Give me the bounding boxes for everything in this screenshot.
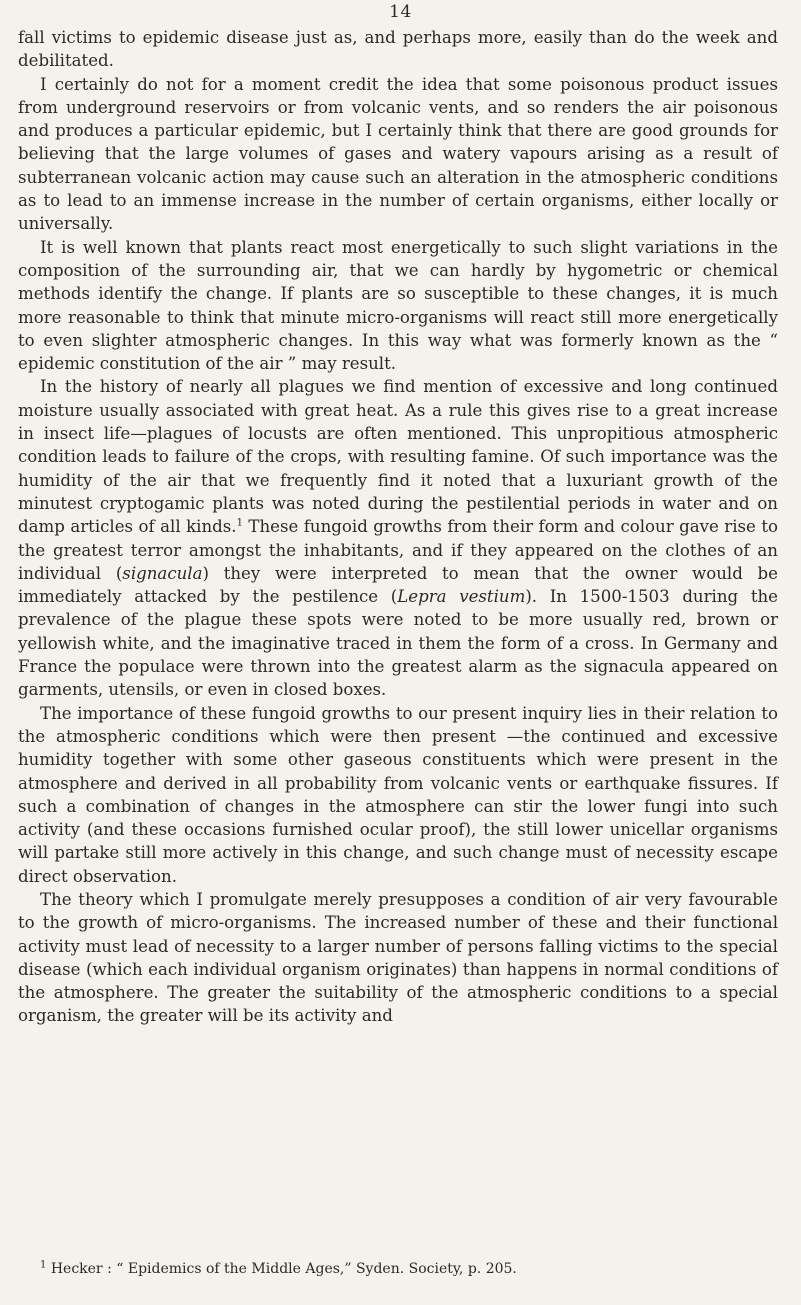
footnote-text: Hecker : “ Epidemics of the Middle Ages,” Syden. Society, p. 205. (46, 1261, 517, 1277)
paragraph-poisonous-product: I certainly do not for a moment credit the idea that some poisonous product issues from underground reservoirs or from volcanic vents, and so renders the air poisonous and produces a particular epidemic, but I certainly think that there are good grounds for believing that the large volumes of gases and watery vapours arising as a result of subterranean volcanic action may cause such an alteration in the atmospheric conditions as to lead to an immense increase in the number of certain organisms, either locally or universally. (18, 74, 778, 234)
body-text (18, 26, 778, 1028)
plague-text-2: These fungoid growths from their form and colour gave rise to the greatest terror amongst the inhabitants, and if they appeared on the clothes of an individual ( (18, 517, 778, 583)
plague-text-1: In the history of nearly all plagues we find mention of excessive and long continued moisture usually associated with great heat. As a rule this gives rise to a great increase in insect life—plagues of locusts are often mentioned. This unpropitious atmospheric condition leads to failure of the crops, with resulting famine. Of such importance was the humidity of the air that we frequently find it noted that a luxuriant growth of the minutest cryptogamic plants was noted during the pestilential periods in water and on damp articles of all kinds. (18, 377, 778, 537)
paragraph-history-of-plagues (18, 375, 778, 701)
paragraph-theory: The theory which I promulgate merely presupposes a condition of air very favourable to the growth of micro-organisms. The increased number of these and their functional activity must lead of necessity to a larger number of persons falling victims to the special disease (which each individual organism originates) than happens in normal conditions of the atmosphere. The greater the suitability of the atmospheric conditions to a special organism, the greater will be its activity and (18, 889, 778, 1026)
italic-term-signacula: signacula (122, 563, 203, 583)
footnote (40, 1260, 780, 1279)
paragraph-plants-react: It is well known that plants react most energetically to such slight variations in the composition of the surrounding air, that we can hardly by hygometric or chemical methods identify the change. If plants are so susceptible to these changes, it is much more reasonable to think that minute micro-organisms will react still more energetically to even slighter atmospheric changes. In this way what was formerly known as the “ epidemic constitution of the air ” may result. (18, 237, 778, 374)
footnote-marker: 1 (40, 1259, 47, 1271)
footnote-reference: 1 (236, 517, 243, 529)
plague-text-3: ) they were interpreted to mean that the owner would be immediately attacked by the pestilence ( (18, 563, 778, 607)
paragraph-continuation: fall victims to epidemic disease just as, and perhaps more, easily than do the week and debilitated. (18, 28, 778, 71)
paragraph-fungoid-growths: The importance of these fungoid growths to our present inquiry lies in their relation to the atmospheric conditions which were then present —the continued and excessive humidity together with some other gaseous constituents which were present in the atmosphere and derived in all probability from volcanic vents or earthquake fissures. If such a combination of changes in the atmosphere can stir the lower fungi into such activity (and these occasions furnished ocular proof), the still lower unicellar organisms will partake still more actively in this change, and such change must of necessity escape direct observation. (18, 703, 778, 886)
italic-term-lepra-vestium: Lepra vestium (397, 587, 526, 607)
plague-text-4: ). In 1500-1503 during the prevalence of the plague these spots were noted to be more usually red, brown or yellowish white, and the imaginative traced in them the form of a cross. In Germany and France the populace were thrown into the greatest alarm as the signacula appeared on garments, utensils, or even in closed boxes. (18, 587, 778, 700)
page-number: 14 (389, 2, 412, 22)
